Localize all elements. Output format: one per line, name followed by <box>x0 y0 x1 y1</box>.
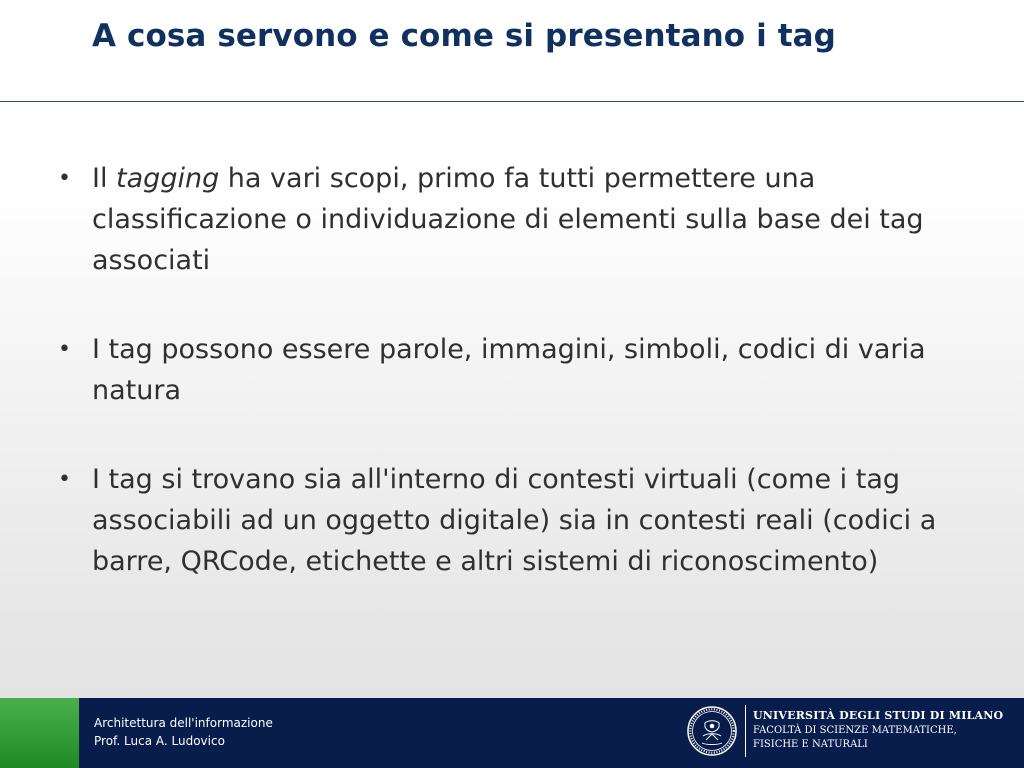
bullet-item <box>58 158 938 281</box>
university-block <box>753 709 1003 752</box>
faculty-line-1: FACOLTÀ DI SCIENZE MATEMATICHE, <box>753 725 957 736</box>
bullet-emphasis: tagging <box>116 163 220 194</box>
bullet-text-rest: ha vari scopi, primo fa tutti permettere una classificazione o individuazione di elementi sulla base dei tag associati <box>92 163 924 276</box>
bullet-list <box>58 158 938 630</box>
footer-accent-block <box>0 698 79 768</box>
bullet-text: I tag possono essere parole, immagini, simboli, codici di varia natura <box>92 334 926 406</box>
slide-title: A cosa servono e come si presentano i tag <box>92 18 836 54</box>
title-area <box>0 0 1024 101</box>
university-seal-icon <box>687 706 737 756</box>
faculty-line-2: FISICHE E NATURALI <box>753 739 868 750</box>
professor-name: Prof. Luca A. Ludovico <box>94 734 225 748</box>
bullet-item <box>58 459 938 582</box>
title-divider <box>0 101 1024 102</box>
slide-footer <box>0 698 1024 768</box>
bullet-item <box>58 329 938 411</box>
footer-vertical-divider <box>745 705 746 757</box>
university-name: UNIVERSITÀ DEGLI STUDI DI MILANO <box>753 709 1004 722</box>
footer-course-info <box>94 714 273 750</box>
bullet-text: I tag si trovano sia all'interno di contesti virtuali (come i tag associabili ad un oggetto digitale) sia in contesti reali (codici a barre, QRCode, etichette e altri sistemi di riconoscimento) <box>92 464 937 577</box>
course-name: Architettura dell'informazione <box>94 716 273 730</box>
bullet-text-prefix: Il <box>92 163 117 194</box>
